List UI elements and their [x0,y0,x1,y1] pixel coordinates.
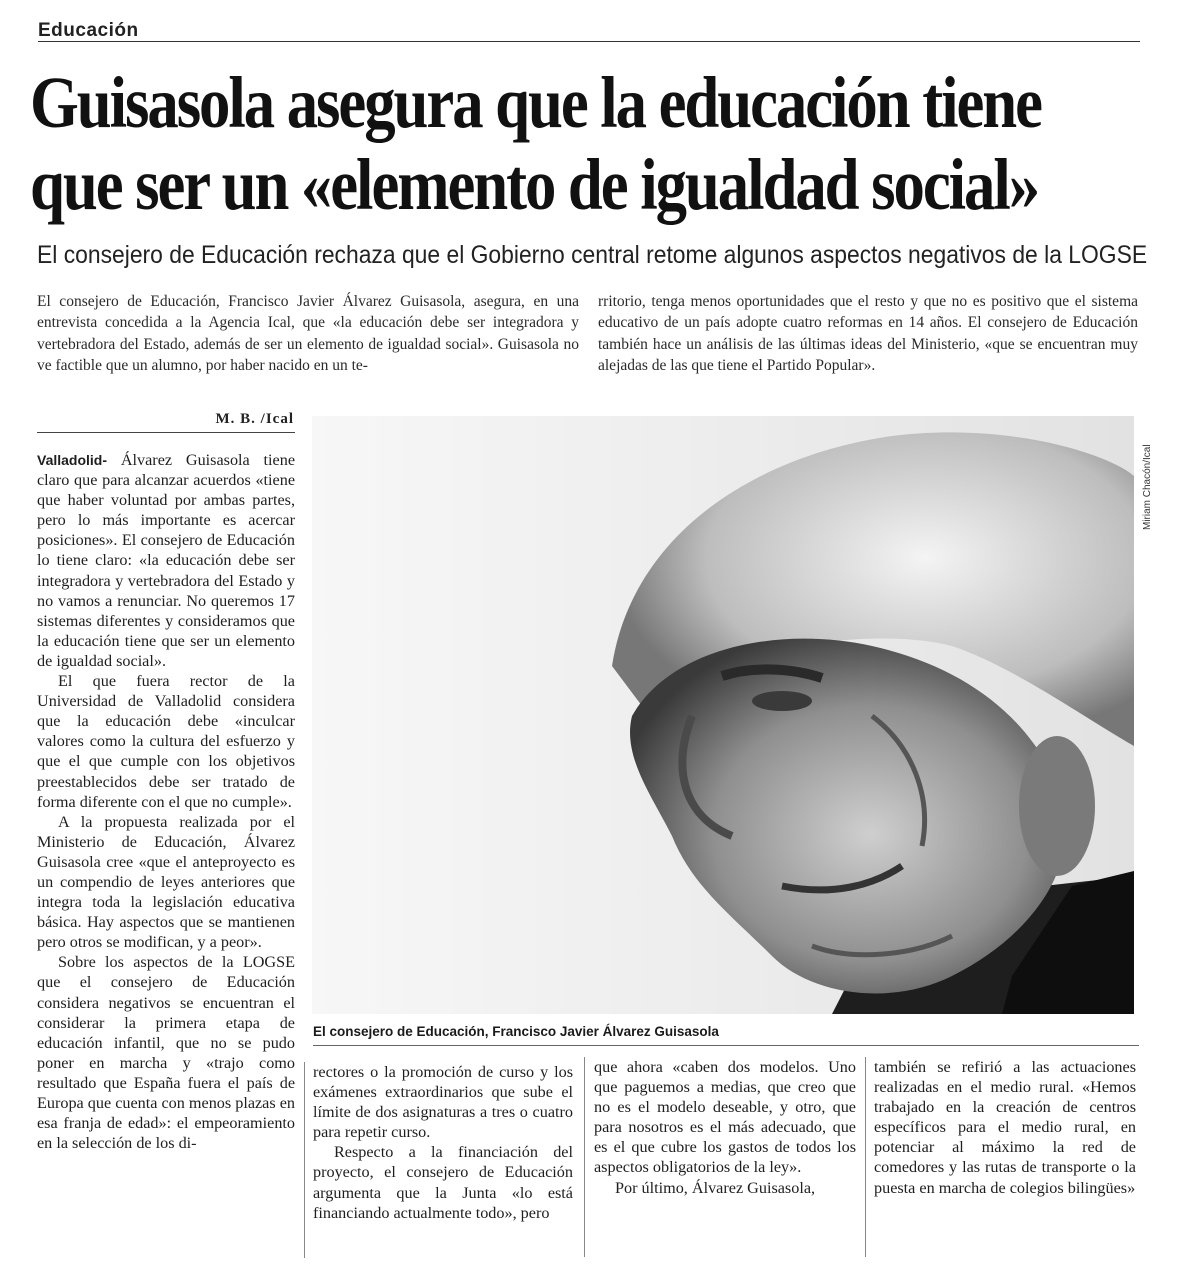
photo-credit: Miriam Chacón/Ical [1142,444,1153,530]
portrait-photo-image [312,416,1134,1014]
body-paragraph: Por último, Álvarez Guisasola, [615,1178,816,1197]
lead-paragraph-left: El consejero de Educación, Francisco Javier Álvarez Guisasola, asegura, en una entrevista concedida a la Agencia Ical, que «la educación debe ser integradora y vertebradora del Estado, además de ser un elemento de igualdad social». Guisasola no ve factible que un alumno, por haber nacido en un te- [37,293,579,374]
body-paragraph: El que fuera rector de la Universidad de Valladolid considera que la educación debe «inculcar valores como la cultura del esfuerzo y que el que cumple con los objetivos preestablecidos debe ser tratado de forma diferente con el que no cumple». [37,672,295,811]
headline [30,62,1150,226]
body-paragraph: Sobre los aspectos de la LOGSE que el consejero de Educación considera negativos se encuentran el considerar la primera etapa de educación infantil, que no se pudo poner en marcha y «trajo como resultado que España fuera el país de Europa que cuenta con menos plazas en esa franja de edad»: el empeoramiento en la selección de los di- [37,953,295,1153]
paragraph-text: Álvarez Guisasola tiene claro que para alcanzar acuerdos «tiene que haber voluntad por ambas partes, pero lo más importante es acercar posiciones». El consejero de Educación lo tiene claro: «la educación debe ser integradora y vertebradora del Estado y no vamos a renunciar. No queremos 17 sistemas diferentes y consideramos que la educación tiene que ser un elemento de igualdad social». [37,451,295,670]
portrait-photo [312,416,1134,1014]
caption-rule [313,1045,1139,1046]
section-label: Educación [38,20,139,41]
dateline: Valladolid- [37,452,108,468]
subtitle: El consejero de Educación rechaza que el Gobierno central retome algunos aspectos negativos de la LOGSE [37,241,1148,269]
headline-line-2: que ser un «elemento de igualdad social» [30,144,1039,225]
headline-line-1: Guisasola asegura que la educación tiene [30,62,1041,143]
body-column-4 [874,1057,1136,1257]
body-paragraph [37,450,295,671]
body-paragraph: rectores o la promoción de curso y los exámenes extraordinarios que sube el límite de dos asignaturas a tres o cuatro para repetir curso. [313,1063,573,1142]
byline-rule [37,432,295,433]
column-separator [865,1057,866,1257]
body-column-2 [313,1062,573,1262]
body-paragraph: Respecto a la financiación del proyecto, el consejero de Educación argumenta que la Junta «lo está financiando actualmente todo», pero [313,1143,573,1222]
body-paragraph: A la propuesta realizada por el Ministerio de Educación, Álvarez Guisasola cree «que el anteproyecto es un compendio de leyes anteriores que integra toda la legislación educativa básica. Hay aspectos que se mantienen pero otros se modifican, y a peor». [37,812,295,952]
body-column-3 [594,1057,856,1257]
body-paragraph: también se refirió a las actuaciones realizadas en el medio rural. «Hemos trabajado en la creación de centros específicos para el medio rural, en potenciar al máximo la red de comedores y las rutas de transporte o la puesta en marcha de colegios bilingües» [874,1058,1136,1197]
column-separator [304,1062,305,1258]
section-rule [38,41,1140,42]
photo-caption: El consejero de Educación, Francisco Javier Álvarez Guisasola [313,1024,719,1039]
body-column-1 [37,450,295,1260]
body-paragraph: que ahora «caben dos modelos. Uno que paguemos a medias, que creo que no es el modelo deseable, y otro, que para nosotros es el más adecuado, que es el que cubre los gastos de todos los aspectos obligatorios de la ley». [594,1058,856,1177]
lead-paragraph-right: rritorio, tenga menos oportunidades que el resto y que no es positivo que el sistema educativo de un país adopte cuatro reformas en 14 años. El consejero de Educación también hace un análisis de las últimas ideas del Ministerio, «que se encuentran muy alejadas de las que tiene el Partido Popular». [598,293,1138,374]
byline: M. B. /Ical [215,411,294,427]
column-separator [584,1057,585,1257]
